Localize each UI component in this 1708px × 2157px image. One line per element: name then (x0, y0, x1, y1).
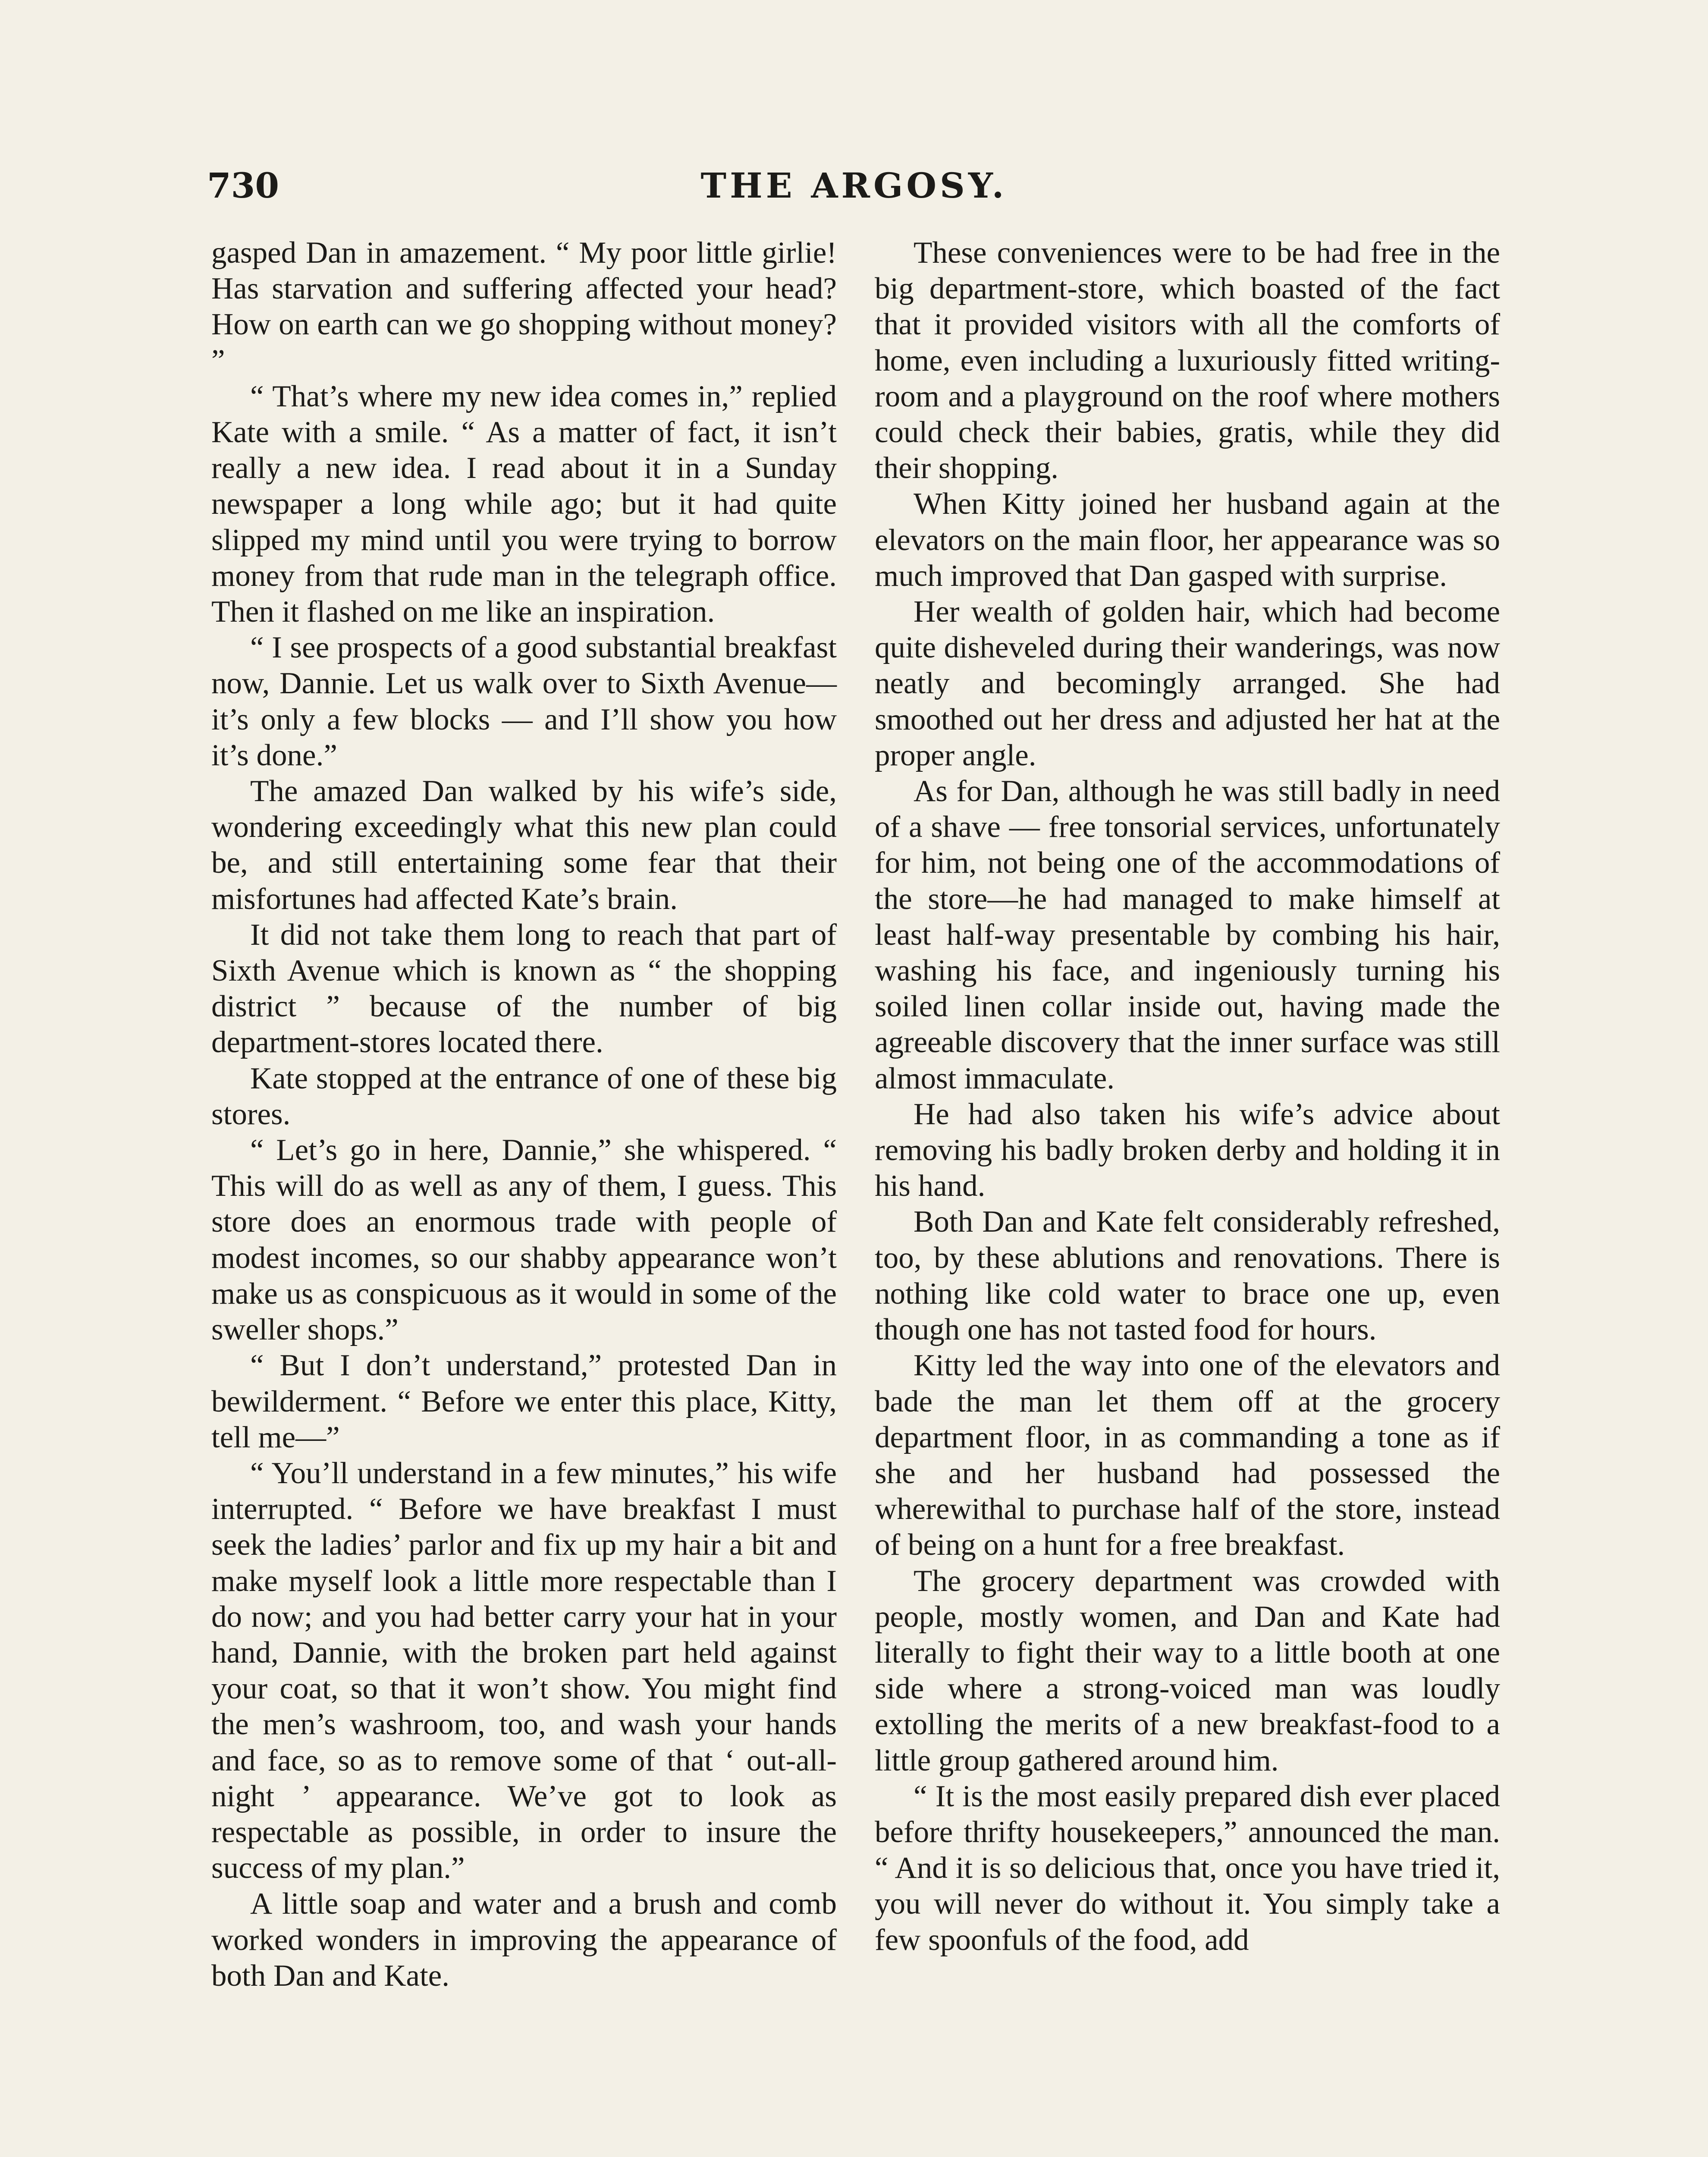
paragraph: When Kitty joined her husband again at the elevators on the main floor, her appearance was so much improved that Dan gasped with surprise. (875, 487, 1500, 593)
paragraph: As for Dan, although he was still badly in need of a shave — free tonsorial services, unfortunately for him, not being one of the accommodations of the store—he had managed to make himself at least half-way presentable by combing his hair, washing his face, and ingeniously turning his soiled linen collar inside out, having made the agreeable discovery that the inner surface was still almost immaculate. (875, 774, 1500, 1095)
paragraph: “ I see prospects of a good substantial breakfast now, Dannie. Let us walk over to Sixth Avenue—it’s only a few blocks — and I’ll show you how it’s done.” (211, 631, 837, 772)
page-header (207, 160, 1501, 211)
running-title: THE ARGOSY. (700, 165, 1008, 206)
paragraph: “ That’s where my new idea comes in,” replied Kate with a smile. “ As a matter of fact, it isn’t really a new idea. I read about it in a Sunday newspaper a long while ago; but it had quite slipped my mind until you were trying to borrow money from that rude man in the telegraph office. Then it flashed on me like an inspiration. (211, 379, 837, 629)
paragraph: “ It is the most easily prepared dish ever placed before thrifty housekeepers,” announced the man. “ And it is so delicious that, once you have tried it, you will never do without it. You simply take a few spoonfuls of the food, add (875, 1779, 1500, 1957)
paragraph: “ But I don’t understand,” protested Dan in bewilderment. “ Before we enter this place, Kitty, tell me—” (211, 1349, 837, 1454)
paragraph: The amazed Dan walked by his wife’s side, wondering exceedingly what this new plan could be, and still entertaining some fear that their misfortunes had affected Kate’s brain. (211, 774, 837, 916)
paragraph: A little soap and water and a brush and comb worked wonders in improving the appearance of both Dan and Kate. (211, 1887, 837, 1993)
paragraph: Both Dan and Kate felt considerably refreshed, too, by these ablutions and renovations. There is nothing like cold water to brace one up, even though one has not tasted food for hours. (875, 1205, 1500, 1347)
paragraph: The grocery department was crowded with people, mostly women, and Dan and Kate had literally to fight their way to a little booth at one side where a strong-voiced man was loudly extolling the merits of a new breakfast-food to a little group gathered around him. (875, 1564, 1500, 1777)
paragraph: He had also taken his wife’s advice about removing his badly broken derby and holding it in his hand. (875, 1097, 1500, 1203)
paragraph: Kate stopped at the entrance of one of these big stores. (211, 1061, 837, 1131)
paragraph: “ Let’s go in here, Dannie,” she whispered. “ This will do as well as any of them, I guess. This store does an enormous trade with people of modest incomes, so our shabby appearance won’t make us as conspicuous as it would in some of the sweller shops.” (211, 1133, 837, 1347)
paragraph: These conveniences were to be had free in the big department-store, which boasted of the fact that it provided visitors with all the comforts of home, even including a luxuriously fitted writing-room and a playground on the roof where mothers could check their babies, gratis, while they did their shopping. (875, 236, 1500, 485)
paragraph: gasped Dan in amazement. “ My poor little girlie! Has starvation and suffering affected your head? How on earth can we go shopping without money? ” (211, 236, 837, 377)
paragraph: “ You’ll understand in a few minutes,” his wife interrupted. “ Before we have breakfast I must seek the ladies’ parlor and fix up my hair a bit and make myself look a little more respectable than I do now; and you had better carry your hat in your hand, Dannie, with the broken part held against your coat, so that it won’t show. You might find the men’s washroom, too, and wash your hands and face, so as to remove some of that ‘ out-all-night ’ appearance. We’ve got to look as respectable as possible, in order to insure the success of my plan.” (211, 1456, 837, 1885)
paragraph: Kitty led the way into one of the elevators and bade the man let them off at the grocery department floor, in as commanding a tone as if she and her husband had possessed the wherewithal to purchase half of the store, instead of being on a hunt for a free breakfast. (875, 1349, 1500, 1562)
page-number: 730 (207, 165, 279, 206)
text-column-right (875, 235, 1500, 1958)
paragraph: It did not take them long to reach that part of Sixth Avenue which is known as “ the shopping district ” because of the number of big department-stores located there. (211, 918, 837, 1060)
paragraph: Her wealth of golden hair, which had become quite disheveled during their wanderings, was now neatly and becomingly arranged. She had smoothed out her dress and adjusted her hat at the proper angle. (875, 595, 1500, 772)
text-column-left (211, 235, 837, 1994)
